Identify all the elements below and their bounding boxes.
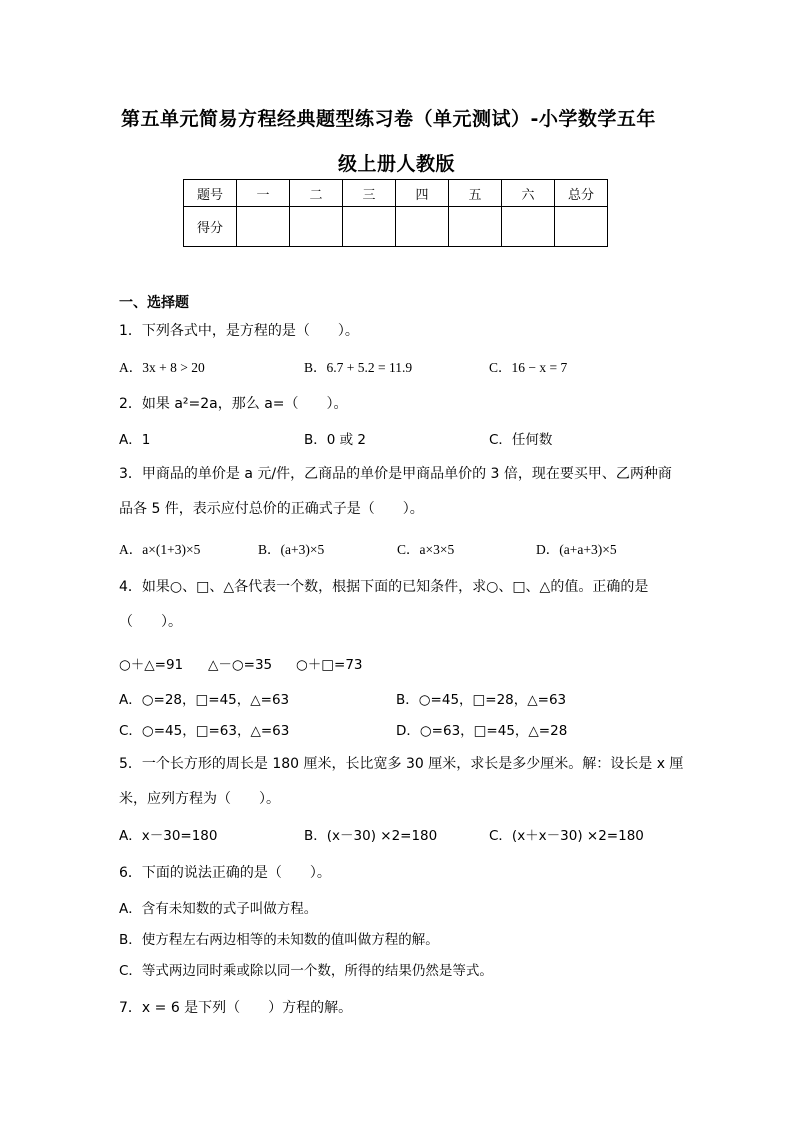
score-cell[interactable] bbox=[396, 207, 449, 247]
question-3-option-d[interactable]: D．(a+a+3)×5 bbox=[536, 542, 617, 557]
question-5-option-a[interactable]: A．x－30=180 bbox=[119, 828, 218, 844]
question-5-option-b[interactable]: B．(x－30) ×2=180 bbox=[304, 828, 438, 844]
question-1-option-c[interactable]: C．16 − x = 7 bbox=[489, 360, 568, 375]
question-4-given-1: ○＋△=91 bbox=[119, 657, 184, 673]
question-1-option-a[interactable]: A．3x + 8 > 20 bbox=[119, 360, 205, 375]
question-4-option-a[interactable]: A．○=28，□=45，△=63 bbox=[119, 692, 290, 708]
score-header-cell: 四 bbox=[396, 180, 449, 207]
question-2-stem: 2．如果 a²=2a，那么 a=（ ）。 bbox=[119, 396, 348, 412]
score-cell[interactable] bbox=[237, 207, 290, 247]
question-3-stem-line-2: 品各 5 件，表示应付总价的正确式子是（ ）。 bbox=[119, 501, 424, 517]
question-3-option-c[interactable]: C．a×3×5 bbox=[397, 542, 455, 557]
question-4-option-d[interactable]: D．○=63，□=45，△=28 bbox=[396, 723, 568, 739]
question-6-option-c[interactable]: C．等式两边同时乘或除以同一个数，所得的结果仍然是等式。 bbox=[119, 963, 493, 979]
score-cell[interactable] bbox=[343, 207, 396, 247]
question-6-option-a[interactable]: A．含有未知数的式子叫做方程。 bbox=[119, 901, 318, 917]
score-header-cell: 五 bbox=[449, 180, 502, 207]
score-header-cell: 三 bbox=[343, 180, 396, 207]
score-cell[interactable] bbox=[449, 207, 502, 247]
question-2-option-c[interactable]: C．任何数 bbox=[489, 432, 553, 448]
question-6-option-b[interactable]: B．使方程左右两边相等的未知数的值叫做方程的解。 bbox=[119, 932, 439, 948]
question-4-stem-line-2: （ ）。 bbox=[119, 614, 182, 630]
question-6-stem: 6．下面的说法正确的是（ ）。 bbox=[119, 865, 331, 881]
question-4-option-c[interactable]: C．○=45，□=63，△=63 bbox=[119, 723, 290, 739]
question-1-stem: 1．下列各式中，是方程的是（ ）。 bbox=[119, 323, 359, 339]
score-table-header-row bbox=[184, 180, 608, 207]
question-3-stem-line-1: 3．甲商品的单价是 a 元/件，乙商品的单价是甲商品单价的 3 倍，现在要买甲、乙两种商 bbox=[119, 466, 672, 482]
score-table bbox=[183, 179, 608, 247]
score-table-score-row bbox=[184, 207, 608, 247]
question-2-option-a[interactable]: A．1 bbox=[119, 432, 151, 448]
score-header-cell: 总分 bbox=[555, 180, 608, 207]
question-4-given-2: △－○=35 bbox=[208, 657, 273, 673]
title-line-1: 第五单元简易方程经典题型练习卷（单元测试）-小学数学五年 bbox=[121, 108, 656, 130]
score-cell[interactable] bbox=[290, 207, 343, 247]
score-cell[interactable] bbox=[555, 207, 608, 247]
question-4-stem-line-1: 4．如果○、□、△各代表一个数，根据下面的已知条件，求○、□、△的值。正确的是 bbox=[119, 579, 649, 595]
question-7-stem: 7．x = 6 是下列（ ）方程的解。 bbox=[119, 1000, 353, 1016]
score-header-cell: 六 bbox=[502, 180, 555, 207]
question-2-option-b[interactable]: B．0 或 2 bbox=[304, 432, 367, 448]
score-header-cell: 二 bbox=[290, 180, 343, 207]
question-5-stem-line-1: 5．一个长方形的周长是 180 厘米，长比宽多 30 厘米，求长是多少厘米。解：设长是 x 厘 bbox=[119, 756, 684, 772]
question-5-stem-line-2: 米，应列方程为（ ）。 bbox=[119, 791, 280, 807]
score-cell[interactable] bbox=[502, 207, 555, 247]
question-5-option-c[interactable]: C．(x＋x－30) ×2=180 bbox=[489, 828, 644, 844]
section-heading: 一、选择题 bbox=[119, 295, 189, 311]
title-line-2: 级上册人教版 bbox=[338, 153, 456, 175]
question-1-option-b[interactable]: B．6.7 + 5.2 = 11.9 bbox=[304, 360, 413, 375]
question-4-given-3: ○＋□=73 bbox=[296, 657, 363, 673]
question-4-option-b[interactable]: B．○=45，□=28，△=63 bbox=[396, 692, 567, 708]
question-3-option-b[interactable]: B．(a+3)×5 bbox=[258, 542, 325, 557]
score-header-cell: 题号 bbox=[184, 180, 237, 207]
question-3-option-a[interactable]: A．a×(1+3)×5 bbox=[119, 542, 201, 557]
score-row-label: 得分 bbox=[184, 207, 237, 247]
score-header-cell: 一 bbox=[237, 180, 290, 207]
